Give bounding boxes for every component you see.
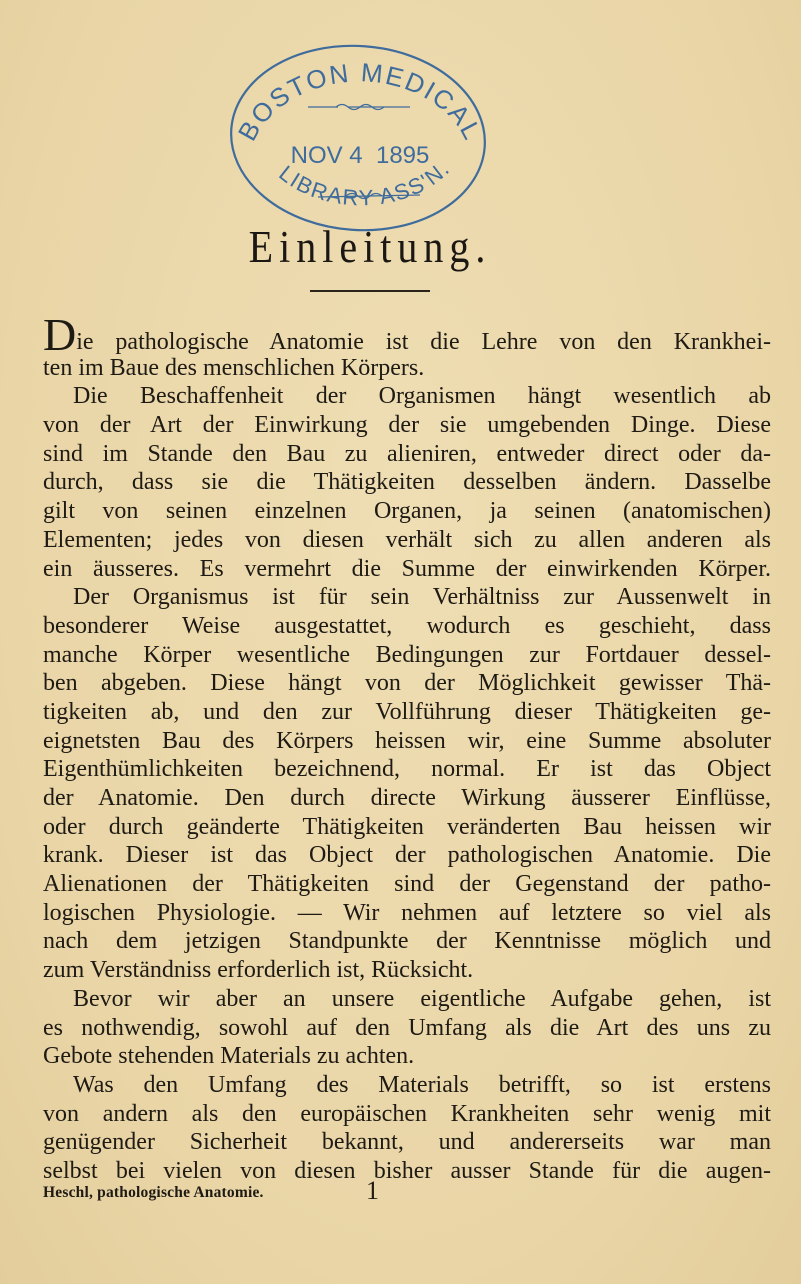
text-line: [43, 612, 771, 641]
text-line-content: genügender Sicherheit bekannt, und andererseits war man: [43, 1129, 771, 1156]
text-line: [43, 698, 771, 727]
text-line: [43, 784, 771, 813]
text-line: [43, 841, 771, 870]
text-line: [43, 727, 771, 756]
text-line: [43, 1042, 771, 1071]
text-line: [43, 1128, 771, 1157]
chapter-heading: Einleitung.: [248, 220, 492, 273]
text-line-content: Elementen; jedes von diesen verhält sich zu allen anderen als: [43, 526, 771, 553]
page-number: 1: [366, 1176, 379, 1205]
text-line: [43, 309, 771, 360]
text-line-content: zum Verständniss erforderlich ist, Rücksicht.: [43, 957, 474, 984]
text-line-content: besonderer Weise ausgestattet, wodurch es geschieht, dass: [43, 612, 771, 639]
text-line-content: Bevor wir aber an unsere eigentliche Aufgabe gehen, ist: [73, 985, 771, 1012]
text-line: [43, 755, 771, 784]
text-line: [43, 497, 771, 526]
text-line: [43, 899, 771, 928]
text-line-content: manche Körper wesentliche Bedingungen zur Fortdauer dessel-: [43, 641, 771, 668]
text-line: [43, 1071, 771, 1100]
text-line: [43, 382, 771, 411]
text-line: [43, 669, 771, 698]
text-line: [43, 1014, 771, 1043]
text-line: [43, 641, 771, 670]
text-line-content: der Anatomie. Den durch directe Wirkung äusserer Einflüsse,: [43, 785, 771, 811]
svg-text:BOSTON MEDICAL: [232, 57, 489, 145]
text-line-content: Was den Umfang des Materials betrifft, so ist erstens: [73, 1071, 771, 1098]
text-line-content: von andern als den europäischen Krankheiten sehr wenig mit: [43, 1100, 771, 1127]
text-line-content: es nothwendig, sowohl auf den Umfang als die Art des uns zu: [43, 1014, 771, 1041]
text-line-content: ein äusseres. Es vermehrt die Summe der einwirkenden Körper.: [43, 555, 771, 582]
stamp-bottom-text: LIBRARY ASS'N.: [274, 155, 455, 211]
body-text: [43, 309, 771, 1186]
text-line-content: nach dem jetzigen Standpunkte der Kenntnisse möglich und: [43, 928, 771, 955]
text-line-content: eignetsten Bau des Körpers heissen wir, eine Summe absoluter: [43, 727, 771, 754]
text-line: [43, 813, 771, 842]
text-line-content: von der Art der Einwirkung der sie umgebenden Dinge. Diese: [43, 412, 771, 439]
stamp-top-text: BOSTON MEDICAL: [231, 57, 489, 146]
text-line-content: gilt von seinen einzelnen Organen, ja seinen (anatomischen): [43, 498, 771, 525]
text-line-content: tigkeiten ab, und den zur Vollführung dieser Thätigkeiten ge-: [43, 698, 771, 725]
text-line-content: ten im Baue des menschlichen Körpers.: [43, 354, 425, 381]
library-stamp: [220, 35, 500, 245]
text-line-content: Alienationen der Thätigkeiten sind der Gegenstand der patho-: [43, 871, 771, 898]
text-line-content: sind im Stande den Bau zu alieniren, entweder direct oder da-: [43, 440, 771, 467]
text-line-content: Der Organismus ist für sein Verhältniss zur Aussenwelt in: [73, 584, 771, 611]
footer-signature: Heschl, pathologische Anatomie.: [43, 1184, 264, 1201]
text-line: [43, 583, 771, 612]
text-line-content: Eigenthümlichkeiten bezeichnend, normal. Er ist das Object: [43, 756, 771, 783]
stamp-date: NOV 4 1895: [290, 142, 430, 169]
text-line: [43, 985, 771, 1014]
text-line: [43, 956, 771, 985]
text-line: [43, 1100, 771, 1129]
text-line: [43, 870, 771, 899]
text-line-content: ben abgeben. Diese hängt von der Möglichkeit gewisser Thä-: [43, 670, 771, 697]
text-line-content: Die Beschaffenheit der Organismen hängt wesentlich ab: [73, 383, 771, 410]
text-line: [43, 526, 771, 555]
text-line: [43, 555, 771, 584]
text-line: [43, 468, 771, 497]
text-line-content: oder durch geänderte Thätigkeiten veränderten Bau heissen wir: [43, 813, 771, 840]
text-line-content: logischen Physiologie. — Wir nehmen auf letztere so viel als: [43, 899, 771, 926]
text-line-content: durch, dass sie die Thätigkeiten desselben ändern. Dasselbe: [43, 469, 771, 496]
text-line: [43, 354, 771, 383]
drop-cap: D: [43, 309, 77, 360]
text-line-content: krank. Dieser ist das Object der pathologischen Anatomie. Die: [43, 842, 771, 869]
text-line: [43, 411, 771, 440]
text-line: [43, 927, 771, 956]
text-line: [43, 440, 771, 469]
text-line-content: ie pathologische Anatomie ist die Lehre von den Krankhei-: [76, 329, 771, 355]
text-line: [43, 1157, 771, 1186]
text-line-content: Gebote stehenden Materials zu achten.: [43, 1043, 415, 1070]
text-line-content: selbst bei vielen von diesen bisher ausser Stande für die augen-: [43, 1157, 771, 1184]
heading-rule: [310, 290, 430, 292]
